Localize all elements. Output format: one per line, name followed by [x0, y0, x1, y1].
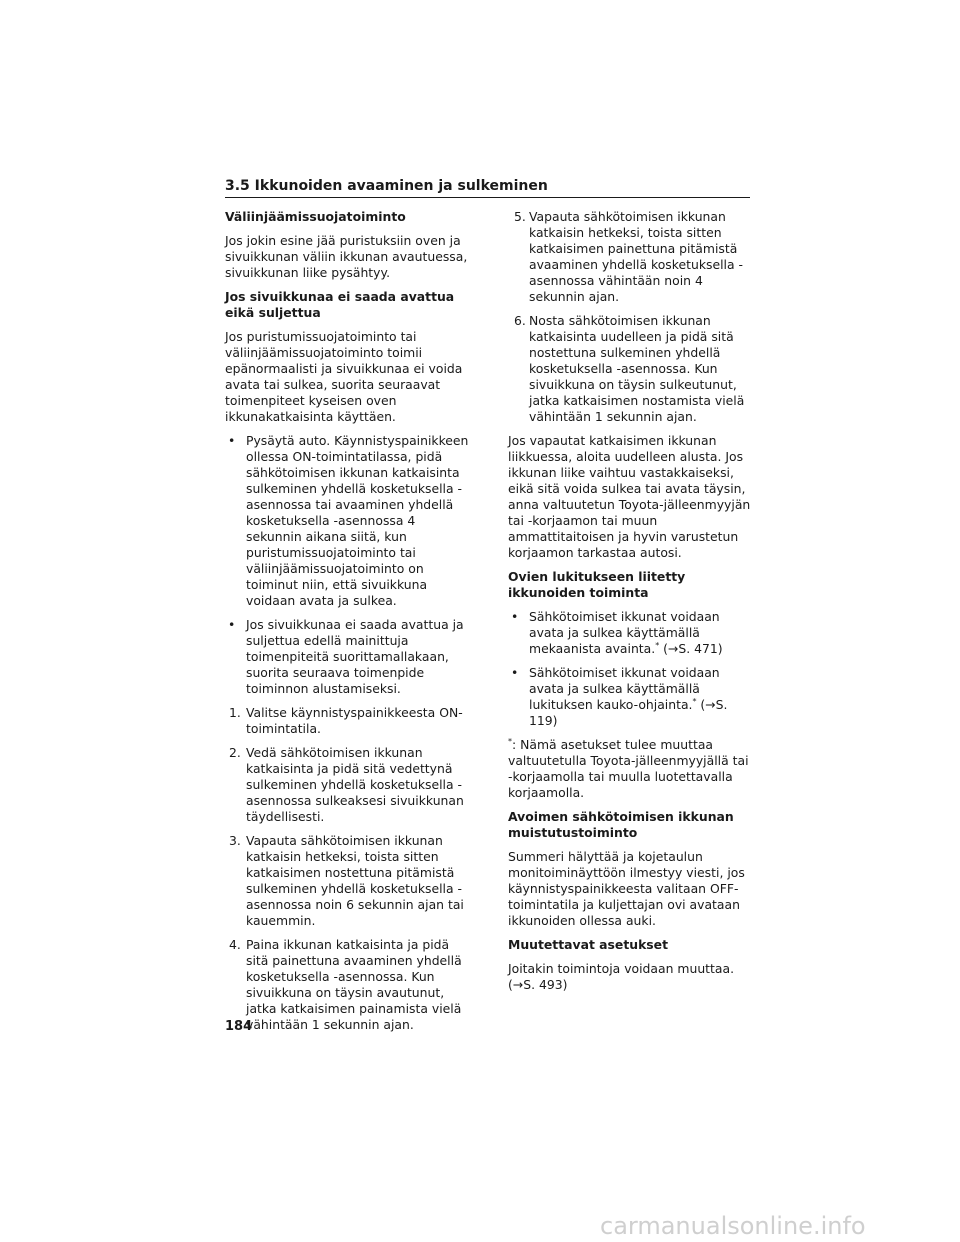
step-number: 6. [514, 313, 526, 328]
bullet-text: Sähkötoimiset ikkunat voidaan avata ja sulkea käyttämällä mekaanista avainta. [529, 609, 720, 656]
bullet-dot: • [511, 665, 519, 680]
step-item [225, 937, 470, 1033]
step-item [508, 313, 753, 425]
heading-entrapment-protection: Väliinjäämissuojatoiminto [225, 209, 406, 224]
right-column [508, 209, 753, 1001]
step-text: Valitse käynnistyspainikkeesta ON-toimintatila. [246, 705, 463, 736]
step-text: Paina ikkunan katkaisinta ja pidä sitä painettuna avaaminen yhdellä kosketuksella -asennossa. Kun sivuikkuna on täysin avautunut, jatka katkaisimen painamista vielä vähintään 1 sekunnin ajan. [246, 937, 462, 1032]
heading-window-not-operating: Jos sivuikkunaa ei saada avattua eikä suljettua [225, 289, 455, 320]
section-header: 3.5 Ikkunoiden avaaminen ja sulkeminen [225, 178, 750, 198]
step-text: Nosta sähkötoimisen ikkunan katkaisinta uudelleen ja pidä sitä nostettuna sulkeminen yhdellä kosketuksella -asennossa. Kun sivuikkuna on täysin sulkeutunut, jatka katkaisimen nostamista vielä vähintään 1 sekunnin ajan. [529, 313, 745, 424]
asterisk-mark: * [508, 736, 512, 746]
paragraph: Jos puristumissuojatoiminto tai väliinjäämissuojatoiminto toimii epänormaalisti ja sivuikkunaa ei voida avata tai sulkea, suorita seuraavat toimenpiteet kyseisen oven ikkunakatkaisinta käyttäen. [225, 329, 463, 424]
page-reference: (→S. 471) [659, 641, 723, 656]
footnote [508, 737, 753, 801]
paragraph: Summeri hälyttää ja kojetaulun monitoiminäyttöön ilmestyy viesti, jos käynnistyspainikkeesta valitaan OFF-toimintatila ja kuljettajan ovi avataan ikkunoiden ollessa auki. [508, 849, 745, 928]
asterisk-mark: * [692, 696, 697, 706]
watermark: carmanualsonline.info [600, 1212, 866, 1240]
bullet-dot: • [228, 433, 236, 448]
bullet-item [225, 433, 470, 609]
left-column [225, 209, 470, 1041]
step-text: Vedä sähkötoimisen ikkunan katkaisinta ja pidä sitä vedettynä sulkeminen yhdellä kosketuksella -asennossa sulkeaksesi sivuikkunan täydellisesti. [246, 745, 464, 824]
step-text: Vapauta sähkötoimisen ikkunan katkaisin hetkeksi, toista sitten katkaisimen painettuna pitämistä avaaminen yhdellä kosketuksella -asennossa vähintään noin 4 sekunnin ajan. [529, 209, 743, 304]
step-number: 1. [229, 705, 241, 720]
bullet-text: Jos sivuikkunaa ei saada avattua ja suljettua edellä mainittuja toimenpiteitä suorittamallakaan, suorita seuraava toimenpide toiminnon alustamiseksi. [246, 617, 464, 696]
step-item [225, 745, 470, 825]
paragraph: Jos jokin esine jää puristuksiin oven ja sivuikkunan väliin ikkunan avautuessa, sivuikkunan liike pysähtyy. [225, 233, 468, 280]
step-list [225, 705, 470, 1033]
bullet-item [508, 609, 753, 657]
step-number: 2. [229, 745, 241, 760]
heading-door-lock-linked-windows: Ovien lukitukseen liitetty ikkunoiden toiminta [508, 569, 686, 600]
step-number: 4. [229, 937, 241, 952]
step-item [225, 705, 470, 737]
bullet-dot: • [511, 609, 519, 624]
bullet-list [225, 433, 470, 697]
bullet-dot: • [228, 617, 236, 632]
asterisk-mark: * [655, 640, 660, 650]
heading-customizable-settings: Muutettavat asetukset [508, 937, 669, 952]
page-reference: (→S. 119) [529, 697, 728, 728]
step-item [508, 209, 753, 305]
step-item [225, 833, 470, 929]
step-text: Vapauta sähkötoimisen ikkunan katkaisin hetkeksi, toista sitten katkaisimen nostettuna pitämistä sulkeminen yhdellä kosketuksella -asennossa noin 6 sekunnin ajan tai kauemmin. [246, 833, 464, 928]
step-number: 5. [514, 209, 526, 224]
bullet-item [225, 617, 470, 697]
bullet-item [508, 665, 753, 729]
bullet-text: Sähkötoimiset ikkunat voidaan avata ja sulkea käyttämällä lukituksen kauko-ohjainta. [529, 665, 720, 712]
step-list [508, 209, 753, 425]
heading-open-window-reminder: Avoimen sähkötoimisen ikkunan muistutustoiminto [508, 809, 734, 840]
page-number: 184 [225, 1019, 253, 1034]
bullet-list [508, 609, 753, 729]
footnote-text: : Nämä asetukset tulee muuttaa valtuutetulla Toyota-jälleenmyyjällä tai -korjaamolla tai muulla luotettavalla korjaamolla. [508, 737, 749, 800]
bullet-text: Pysäytä auto. Käynnistyspainikkeen ollessa ON-toimintatilassa, pidä sähkötoimisen ikkunan katkaisinta sulkeminen yhdellä kosketuksella -asennossa tai avaaminen yhdellä kosketuksella -asennossa 4 sekunnin aikana siitä, kun puristumissuojatoiminto tai väliinjäämissuojatoiminto on toiminut niin, että sivuikkuna voidaan avata ja sulkea. [246, 433, 469, 608]
step-number: 3. [229, 833, 241, 848]
paragraph: Joitakin toimintoja voidaan muuttaa. (→S. 493) [508, 961, 735, 992]
paragraph: Jos vapautat katkaisimen ikkunan liikkuessa, aloita uudelleen alusta. Jos ikkunan liike vaihtuu vastakkaiseksi, eikä sitä voida sulkea tai avata täysin, anna valtuutetun Toyota-jälleenmyyjän tai -korjaamon tai muun ammattitaitoisen ja hyvin varustetun korjaamon tarkastaa autosi. [508, 433, 751, 560]
